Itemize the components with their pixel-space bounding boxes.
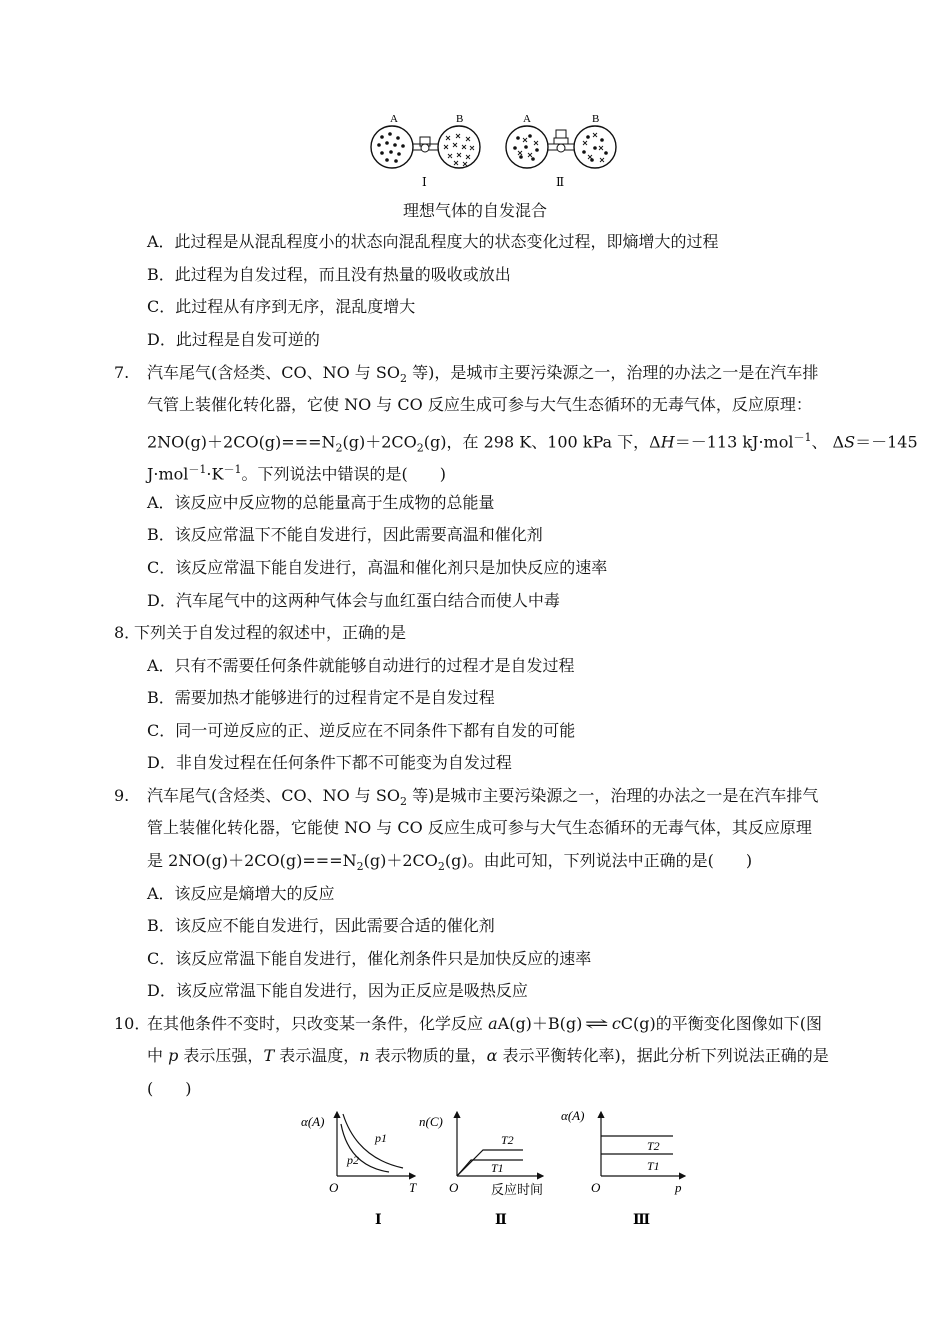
graph-i-xlabel: T <box>409 1180 417 1195</box>
graph-ii-label-t2: T2 <box>501 1133 514 1147</box>
graph-iii-roman: Ⅲ <box>633 1213 651 1228</box>
q9-stem-line-1: 汽车尾气(含烃类、CO、NO 与 $SO_2$ 等)是城市主要污染源之一，治理的办法之一是在汽车排气 <box>147 786 819 809</box>
graph-iii-label-t2: T2 <box>647 1139 660 1153</box>
q10-stem-line-3: ( ) <box>147 1079 192 1098</box>
graph-ii-ylabel: n(C) <box>419 1114 443 1129</box>
graph-i-label-p1: p1 <box>375 1131 387 1145</box>
label-a-ii: A <box>523 113 531 125</box>
q8-stem: 下列关于自发过程的叙述中，正确的是 <box>134 623 407 642</box>
graph-ii-xlabel: 反应时间 <box>491 1182 544 1197</box>
graph-ii-line-t1 <box>457 1160 523 1176</box>
graph-ii-label-t1: T1 <box>491 1161 504 1175</box>
q7-option-c: C．该反应常温下能自发进行，高温和催化剂只是加快反应的速率 <box>147 558 608 577</box>
label-roman-ii: Ⅱ <box>556 175 565 189</box>
q9-stem-line-3: 是 $2NO(g)+2CO(g)===N_2(g)+2CO_2(g)$。由此可知，下列说法中正确的是( ) <box>147 851 753 874</box>
label-b-ii: B <box>592 113 600 125</box>
q8-option-b: B．需要加热才能够进行的过程肯定不是自发过程 <box>147 688 495 707</box>
graph-iii-ylabel: α(A) <box>561 1108 585 1123</box>
q8-number: 8． <box>114 623 141 642</box>
q10-graphs <box>295 1100 715 1230</box>
apparatus-ii <box>506 113 616 189</box>
q9-option-d: D．该反应常温下能自发进行，因为正反应是吸热反应 <box>147 981 528 1000</box>
graph-iii-label-t1: T1 <box>647 1159 660 1173</box>
q10-stem-line-1: 在其他条件不变时，只改变某一条件，化学反应 aA(g)＋B(g) ⇌ cC(g)的平衡变化图像如下(图 <box>147 1014 823 1033</box>
q9-number: 9. <box>114 786 130 805</box>
label-a-i: A <box>390 113 398 125</box>
q7-stem-line-3: $2NO(g)+2CO(g)===N_2(g)+2CO_2(g)$，在 298 K、100 kPa 下，ΔH＝－113 kJ·mol$^{-1}$、 ΔS＝－145 <box>147 431 918 455</box>
q9-stem-line-2: 管上装催化转化器，它能使 NO 与 CO 反应生成可参与大气生态循环的无毒气体，其反应原理 <box>147 818 812 837</box>
q7-stem-line-4: $J\cdot mol^{-1}\cdot K^{-1}$。下列说法中错误的是( ) <box>147 463 446 484</box>
q8-option-c: C．同一可逆反应的正、逆反应在不同条件下都有自发的可能 <box>147 721 576 740</box>
q10-stem-line-2: 中 p 表示压强，T 表示温度，n 表示物质的量，α 表示平衡转化率)，据此分析下列说法正确的是 <box>147 1046 829 1065</box>
graph-iii <box>561 1108 685 1228</box>
q6-option-c: C．此过程从有序到无序，混乱度增大 <box>147 297 416 316</box>
q6-option-b: B．此过程为自发过程，而且没有热量的吸收或放出 <box>147 265 511 284</box>
q10-number: 10． <box>114 1014 151 1033</box>
graph-ii-origin: O <box>449 1180 459 1195</box>
q9-option-b: B．该反应不能自发进行，因此需要合适的催化剂 <box>147 916 495 935</box>
graph-i-ylabel: α(A) <box>301 1114 325 1129</box>
label-roman-i: Ⅰ <box>422 175 427 189</box>
graph-i <box>301 1112 417 1228</box>
q7-option-a: A．该反应中反应物的总能量高于生成物的总能量 <box>147 493 495 512</box>
q6-option-d: D．此过程是自发可逆的 <box>147 330 320 349</box>
q7-stem-line-1: 汽车尾气(含烃类、CO、NO 与 $SO_2$ 等)，是城市主要污染源之一，治理的办法之一是在汽车排 <box>147 363 819 386</box>
q8-option-d: D．非自发过程在任何条件下都不可能变为自发过程 <box>147 753 512 772</box>
graph-i-roman: Ⅰ <box>375 1213 382 1228</box>
graph-ii-roman: Ⅱ <box>495 1213 507 1228</box>
q9-option-c: C．该反应常温下能自发进行，催化剂条件只是加快反应的速率 <box>147 949 592 968</box>
figure-caption: 理想气体的自发混合 <box>402 201 547 220</box>
q8-option-a: A．只有不需要任何条件就能够自动进行的过程才是自发过程 <box>147 656 575 675</box>
apparatus-i <box>371 113 480 189</box>
gas-mixing-figure <box>360 110 640 195</box>
q6-option-a: A．此过程是从混乱程度小的状态向混乱程度大的状态变化过程，即熵增大的过程 <box>147 232 719 251</box>
graph-ii-line-t2 <box>457 1150 523 1176</box>
q9-option-a: A．该反应是熵增大的反应 <box>147 884 335 903</box>
q7-stem-line-2: 气管上装催化转化器，它使 NO 与 CO 反应生成可参与大气生态循环的无毒气体，反应原理： <box>147 395 812 414</box>
graph-iii-origin: O <box>591 1180 601 1195</box>
q7-option-d: D．汽车尾气中的这两种气体会与血红蛋白结合而使人中毒 <box>147 591 560 610</box>
label-b-i: B <box>456 113 464 125</box>
graph-ii <box>419 1112 543 1228</box>
graph-i-origin: O <box>329 1180 339 1195</box>
graph-i-label-p2: p2 <box>347 1153 359 1167</box>
graph-iii-xlabel: p <box>675 1180 682 1195</box>
q7-number: 7. <box>114 363 130 382</box>
q7-option-b: B．该反应常温下不能自发进行，因此需要高温和催化剂 <box>147 525 543 544</box>
